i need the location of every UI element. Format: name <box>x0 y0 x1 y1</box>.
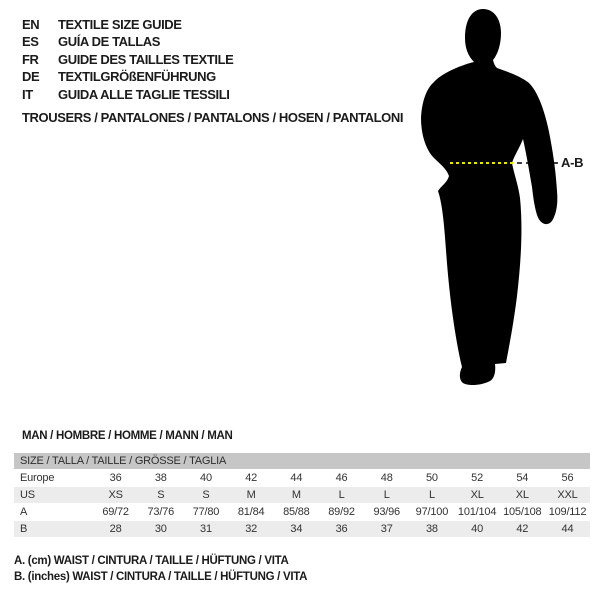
garment-type-title: TROUSERS / PANTALONES / PANTALONS / HOSEN / PANTALONI <box>22 110 404 125</box>
table-cell: 40 <box>471 523 484 535</box>
table-cell: 34 <box>290 523 303 535</box>
size-table-header: SIZE / TALLA / TAILLE / GRÖSSE / TAGLIA <box>14 453 590 469</box>
table-cell: 31 <box>200 523 212 535</box>
footnote-b-inches: B. (inches) WAIST / CINTURA / TAILLE / HÜFTUNG / VITA <box>14 570 308 583</box>
language-label: GUÍA DE TALLAS <box>58 34 161 50</box>
row-label: B <box>20 523 28 535</box>
table-row-us <box>14 487 590 503</box>
table-cell: 36 <box>335 523 348 535</box>
table-cell: 54 <box>516 472 529 484</box>
table-cell: XL <box>515 489 529 501</box>
table-cell: 85/88 <box>283 506 310 518</box>
size-table <box>14 453 590 538</box>
row-label: Europe <box>20 472 55 484</box>
language-code: FR <box>22 51 39 67</box>
table-cell: L <box>338 489 345 501</box>
row-label: A <box>20 506 28 518</box>
table-cell: 73/76 <box>147 506 175 518</box>
table-cell: 101/104 <box>457 506 497 518</box>
table-cell: S <box>202 489 210 501</box>
table-cell: M <box>246 489 256 501</box>
table-cell: L <box>428 489 435 501</box>
language-label: TEXTILE SIZE GUIDE <box>58 17 182 32</box>
table-cell: 38 <box>154 472 167 484</box>
gender-section-title: MAN / HOMBRE / HOMME / MANN / MAN <box>22 430 233 442</box>
table-cell: M <box>291 489 301 501</box>
table-cell: 46 <box>335 472 348 484</box>
footnote-a-cm: A. (cm) WAIST / CINTURA / TAILLE / HÜFTUNG / VITA <box>14 555 289 567</box>
table-cell: 77/80 <box>192 506 220 518</box>
language-code: ES <box>22 34 39 50</box>
table-cell: 36 <box>109 472 122 484</box>
table-cell: 50 <box>425 472 438 484</box>
table-cell: 32 <box>245 523 258 535</box>
table-cell: 93/96 <box>373 506 400 518</box>
language-code: DE <box>22 69 40 85</box>
table-cell: XXL <box>557 489 578 501</box>
table-cell: 37 <box>380 523 393 535</box>
table-cell: 109/112 <box>548 506 587 518</box>
table-cell: 105/108 <box>503 506 542 518</box>
table-cell: 48 <box>380 472 393 484</box>
waist-measure-label: A-B <box>561 155 584 170</box>
table-cell: L <box>383 489 390 501</box>
table-cell: 69/72 <box>102 506 129 518</box>
row-label: US <box>20 489 35 501</box>
table-row-europe <box>14 470 590 486</box>
man-silhouette <box>421 9 557 385</box>
table-cell: 40 <box>200 472 212 484</box>
table-cell: 42 <box>245 472 258 484</box>
table-cell: 30 <box>154 523 167 535</box>
table-cell: 38 <box>425 523 438 535</box>
measurement-footnotes <box>14 554 307 585</box>
table-cell: 42 <box>516 523 529 535</box>
language-code: IT <box>22 86 33 102</box>
language-label: TEXTILGRÖßENFÜHRUNG <box>58 69 216 85</box>
language-label: GUIDE DES TAILLES TEXTILE <box>58 51 234 67</box>
table-row-a-cm <box>14 504 590 520</box>
table-cell: 56 <box>561 472 574 484</box>
table-cell: 44 <box>561 523 574 535</box>
table-cell: 89/92 <box>328 506 355 518</box>
table-cell: 52 <box>471 472 484 484</box>
table-cell: 44 <box>290 472 303 484</box>
table-cell: S <box>157 489 165 501</box>
language-label: GUIDA ALLE TAGLIE TESSILI <box>58 86 230 102</box>
language-code: EN <box>22 17 40 32</box>
table-row-b-inches <box>14 521 590 537</box>
table-cell: XS <box>108 489 123 501</box>
table-cell: 97/100 <box>415 506 449 518</box>
table-cell: 28 <box>109 523 122 535</box>
table-cell: 81/84 <box>237 506 265 518</box>
table-cell: XL <box>470 489 484 501</box>
